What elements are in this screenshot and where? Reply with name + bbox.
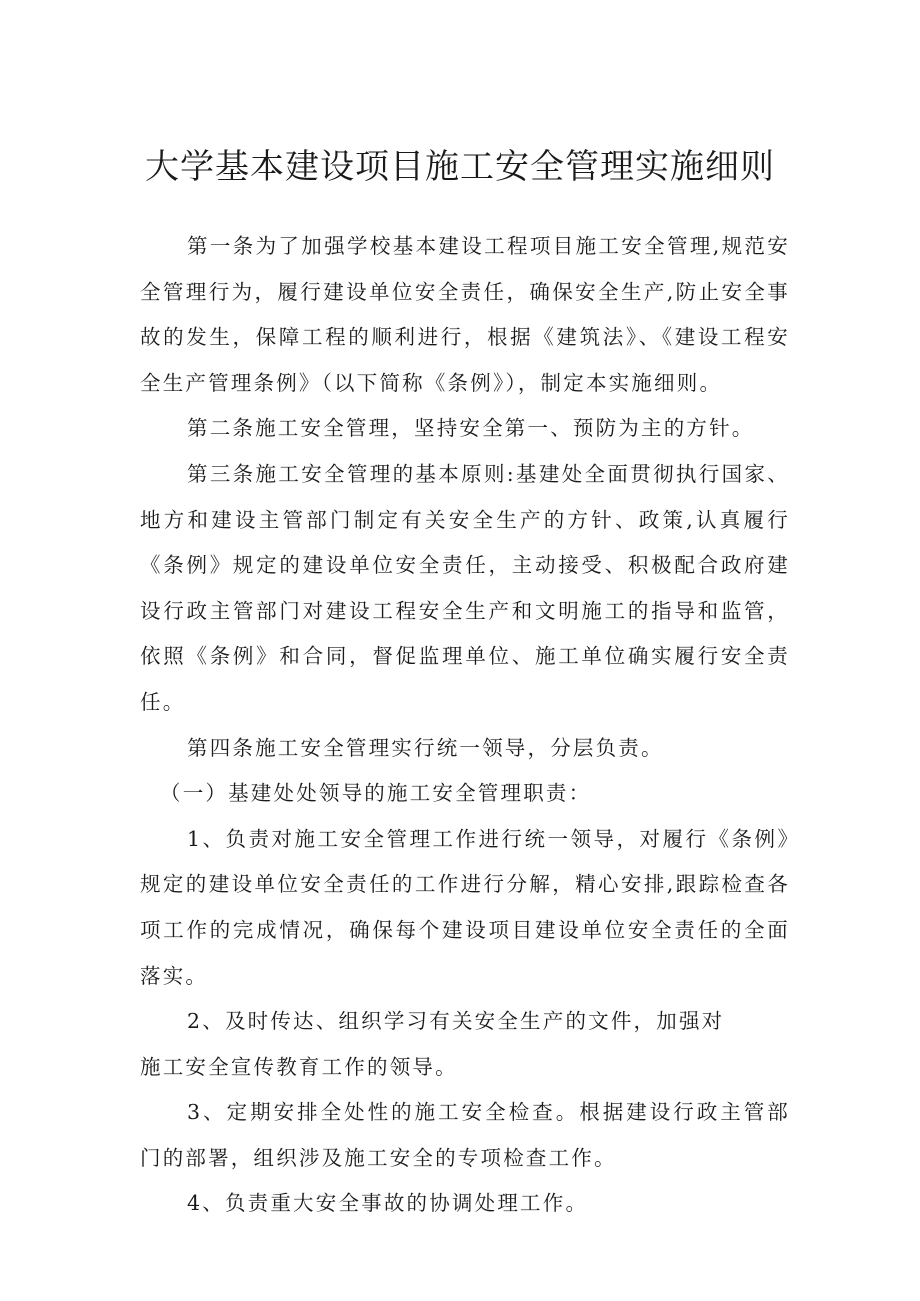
- item-1-paragraph: 1、负责对施工安全管理工作进行统一领导，对履行《条例》规定的建设单位安全责任的工作进行分解，精心安排,跟踪检查各项工作的完成情况，确保每个建设项目建设单位安全责任的全面落实。: [140, 826, 790, 988]
- article-1-paragraph: 第一条为了加强学校基本建设工程项目施工安全管理,规范安全管理行为，履行建设单位安全责任，确保安全生产,防止安全事故的发生，保障工程的顺利进行，根据《建筑法》、《建设工程安全生产管理条例》（以下简称《条例》），制定本实施细则。: [140, 234, 790, 395]
- article-2-paragraph: 第二条施工安全管理，坚持安全第一、预防为主的方针。: [187, 416, 755, 441]
- document-body: [140, 224, 790, 1227]
- item-2-paragraph: 2、及时传达、组织学习有关安全生产的文件，加强对: [187, 1009, 725, 1034]
- article-4-paragraph: 第四条施工安全管理实行统一领导，分层负责。: [187, 735, 664, 760]
- item-4-paragraph: 4、负责重大安全事故的协调处理工作。: [187, 1191, 589, 1216]
- document-title: 大学基本建设项目施工安全管理实施细则: [145, 147, 775, 187]
- section-1-heading: （一）基建处处领导的施工安全管理职责：: [160, 781, 592, 806]
- item-2-continuation: 施工安全宣传教育工作的领导。: [140, 1054, 458, 1079]
- item-3-paragraph: 3、定期安排全处性的施工安全检查。根据建设行政主管部门的部署，组织涉及施工安全的专项检查工作。: [140, 1100, 790, 1170]
- article-3-paragraph: 第三条施工安全管理的基本原则:基建处全面贯彻执行国家、地方和建设主管部门制定有关安全生产的方针、政策,认真履行《条例》规定的建设单位安全责任，主动接受、积极配合政府建设行政主管部门对建设工程安全生产和文明施工的指导和监管，依照《条例》和合同，督促监理单位、施工单位确实履行安全责任。: [140, 461, 790, 714]
